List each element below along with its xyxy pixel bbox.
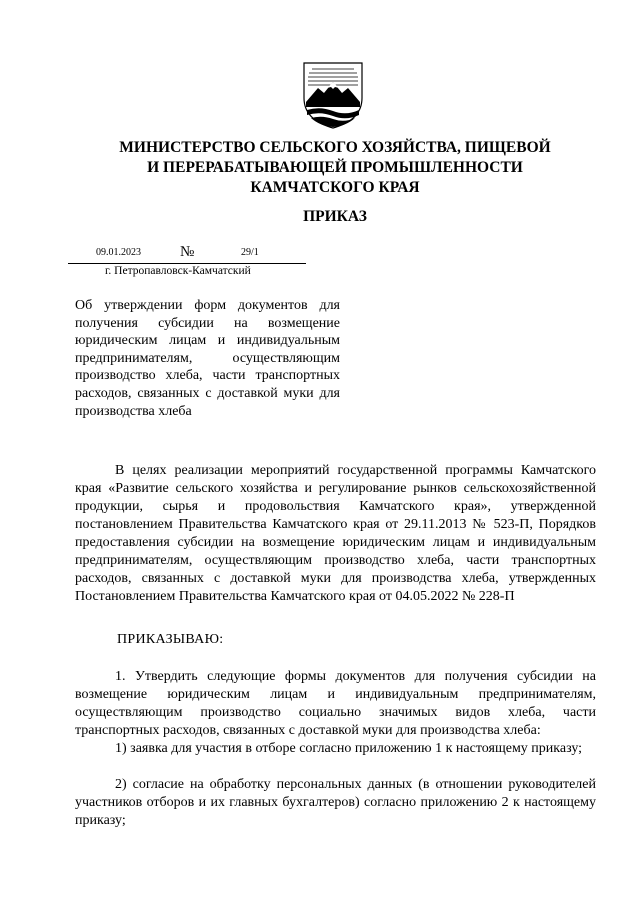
registration-underline xyxy=(68,263,306,264)
order-directive: ПРИКАЗЫВАЮ: xyxy=(117,632,224,647)
kamchatka-coat-of-arms-icon xyxy=(300,60,366,130)
preamble-paragraph: В целях реализации мероприятий государственной программы Камчатского края «Развитие сельского хозяйства и регулирование рынков сельскохозяйственной продукции, сырья и продовольствия Камчатского края», утвержденной постановлением Правительства Камчатского края от 29.11.2013 № 523-П, Порядков предоставления субсидии на возмещение юридическим лицам и индивидуальным предпринимателям, осуществляющим производство хлеба, части транспортных расходов, связанных с доставкой муки для производства хлеба, утвержденных Постановлением Правительства Камчатского края от 04.05.2022 № 228-П xyxy=(75,463,596,604)
order-subitem-1: 1) заявка для участия в отборе согласно приложению 1 к настоящему приказу; xyxy=(115,741,583,756)
ministry-name-line-1: МИНИСТЕРСТВО СЕЛЬСКОГО ХОЗЯЙСТВА, ПИЩЕВОЙ xyxy=(119,139,551,156)
issue-city: г. Петропавловск-Камчатский xyxy=(105,265,251,277)
document-type-title: ПРИКАЗ xyxy=(303,208,367,225)
order-subitem-2: 2) согласие на обработку персональных данных (в отношении руководителей участников отборов и их главных бухгалтеров) согласно приложению 2 к настоящему приказу; xyxy=(75,777,596,828)
order-item-1: 1. Утвердить следующие формы документов для получения субсидии на возмещение юридическим лицам и индивидуальным предпринимателям, осуществляющим производство социально значимых видов хлеба, части транспортных расходов, связанных с доставкой муки для производства хлеба: xyxy=(75,669,596,738)
ministry-name-line-3: КАМЧАТСКОГО КРАЯ xyxy=(250,179,420,196)
ministry-name-line-2: И ПЕРЕРАБАТЫВАЮЩЕЙ ПРОМЫШЛЕННОСТИ xyxy=(147,159,523,176)
registration-number: 29/1 xyxy=(241,247,259,258)
order-subject: Об утверждении форм документов для получения субсидии на возмещение юридическим лицам и индивидуальным предпринимателям, осуществляющим производство хлеба, части транспортных расходов, связанных с доставкой муки для производства хлеба xyxy=(75,298,340,419)
registration-number-sign: № xyxy=(180,244,195,260)
ministry-name xyxy=(80,138,590,198)
registration-date: 09.01.2023 xyxy=(96,247,141,258)
